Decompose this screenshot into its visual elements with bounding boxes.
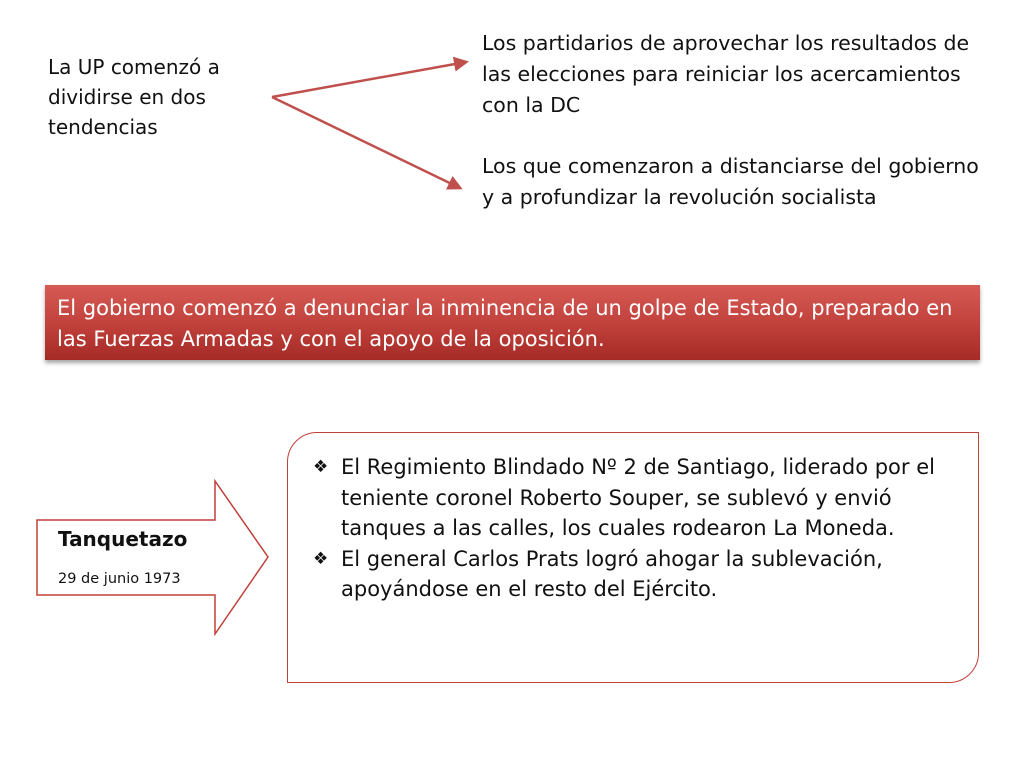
list-item (313, 544, 968, 605)
event-bullet-list (313, 452, 968, 605)
diamond-bullet-icon: ❖ (313, 457, 329, 477)
diamond-bullet-icon: ❖ (313, 548, 329, 569)
event-name: Tanquetazo (58, 527, 188, 551)
coup-warning-banner: El gobierno comenzó a denunciar la inminencia de un golpe de Estado, preparado en las Fuerzas Armadas y con el apoyo de la oposición. (45, 285, 980, 360)
bullet-text: El Regimiento Blindado Nº 2 de Santiago, liderado por el teniente coronel Roberto Souper, se sublevó y envió tanques a las calles, los cuales rodearon La Moneda. (341, 455, 935, 540)
bullet-text: El general Carlos Prats logró ahogar la sublevación, apoyándose en el resto del Ejército. (341, 546, 883, 601)
split-label: La UP comenzó a dividirse en dos tendencias (48, 55, 220, 139)
branch-text-2: Los que comenzaron a distanciarse del gobierno y a profundizar la revolución socialista (482, 154, 979, 209)
list-item (313, 452, 968, 544)
event-date: 29 de junio 1973 (58, 571, 181, 587)
branch-text-1: Los partidarios de aprovechar los resultados de las elecciones para reiniciar los acercamientos con la DC (482, 31, 970, 117)
